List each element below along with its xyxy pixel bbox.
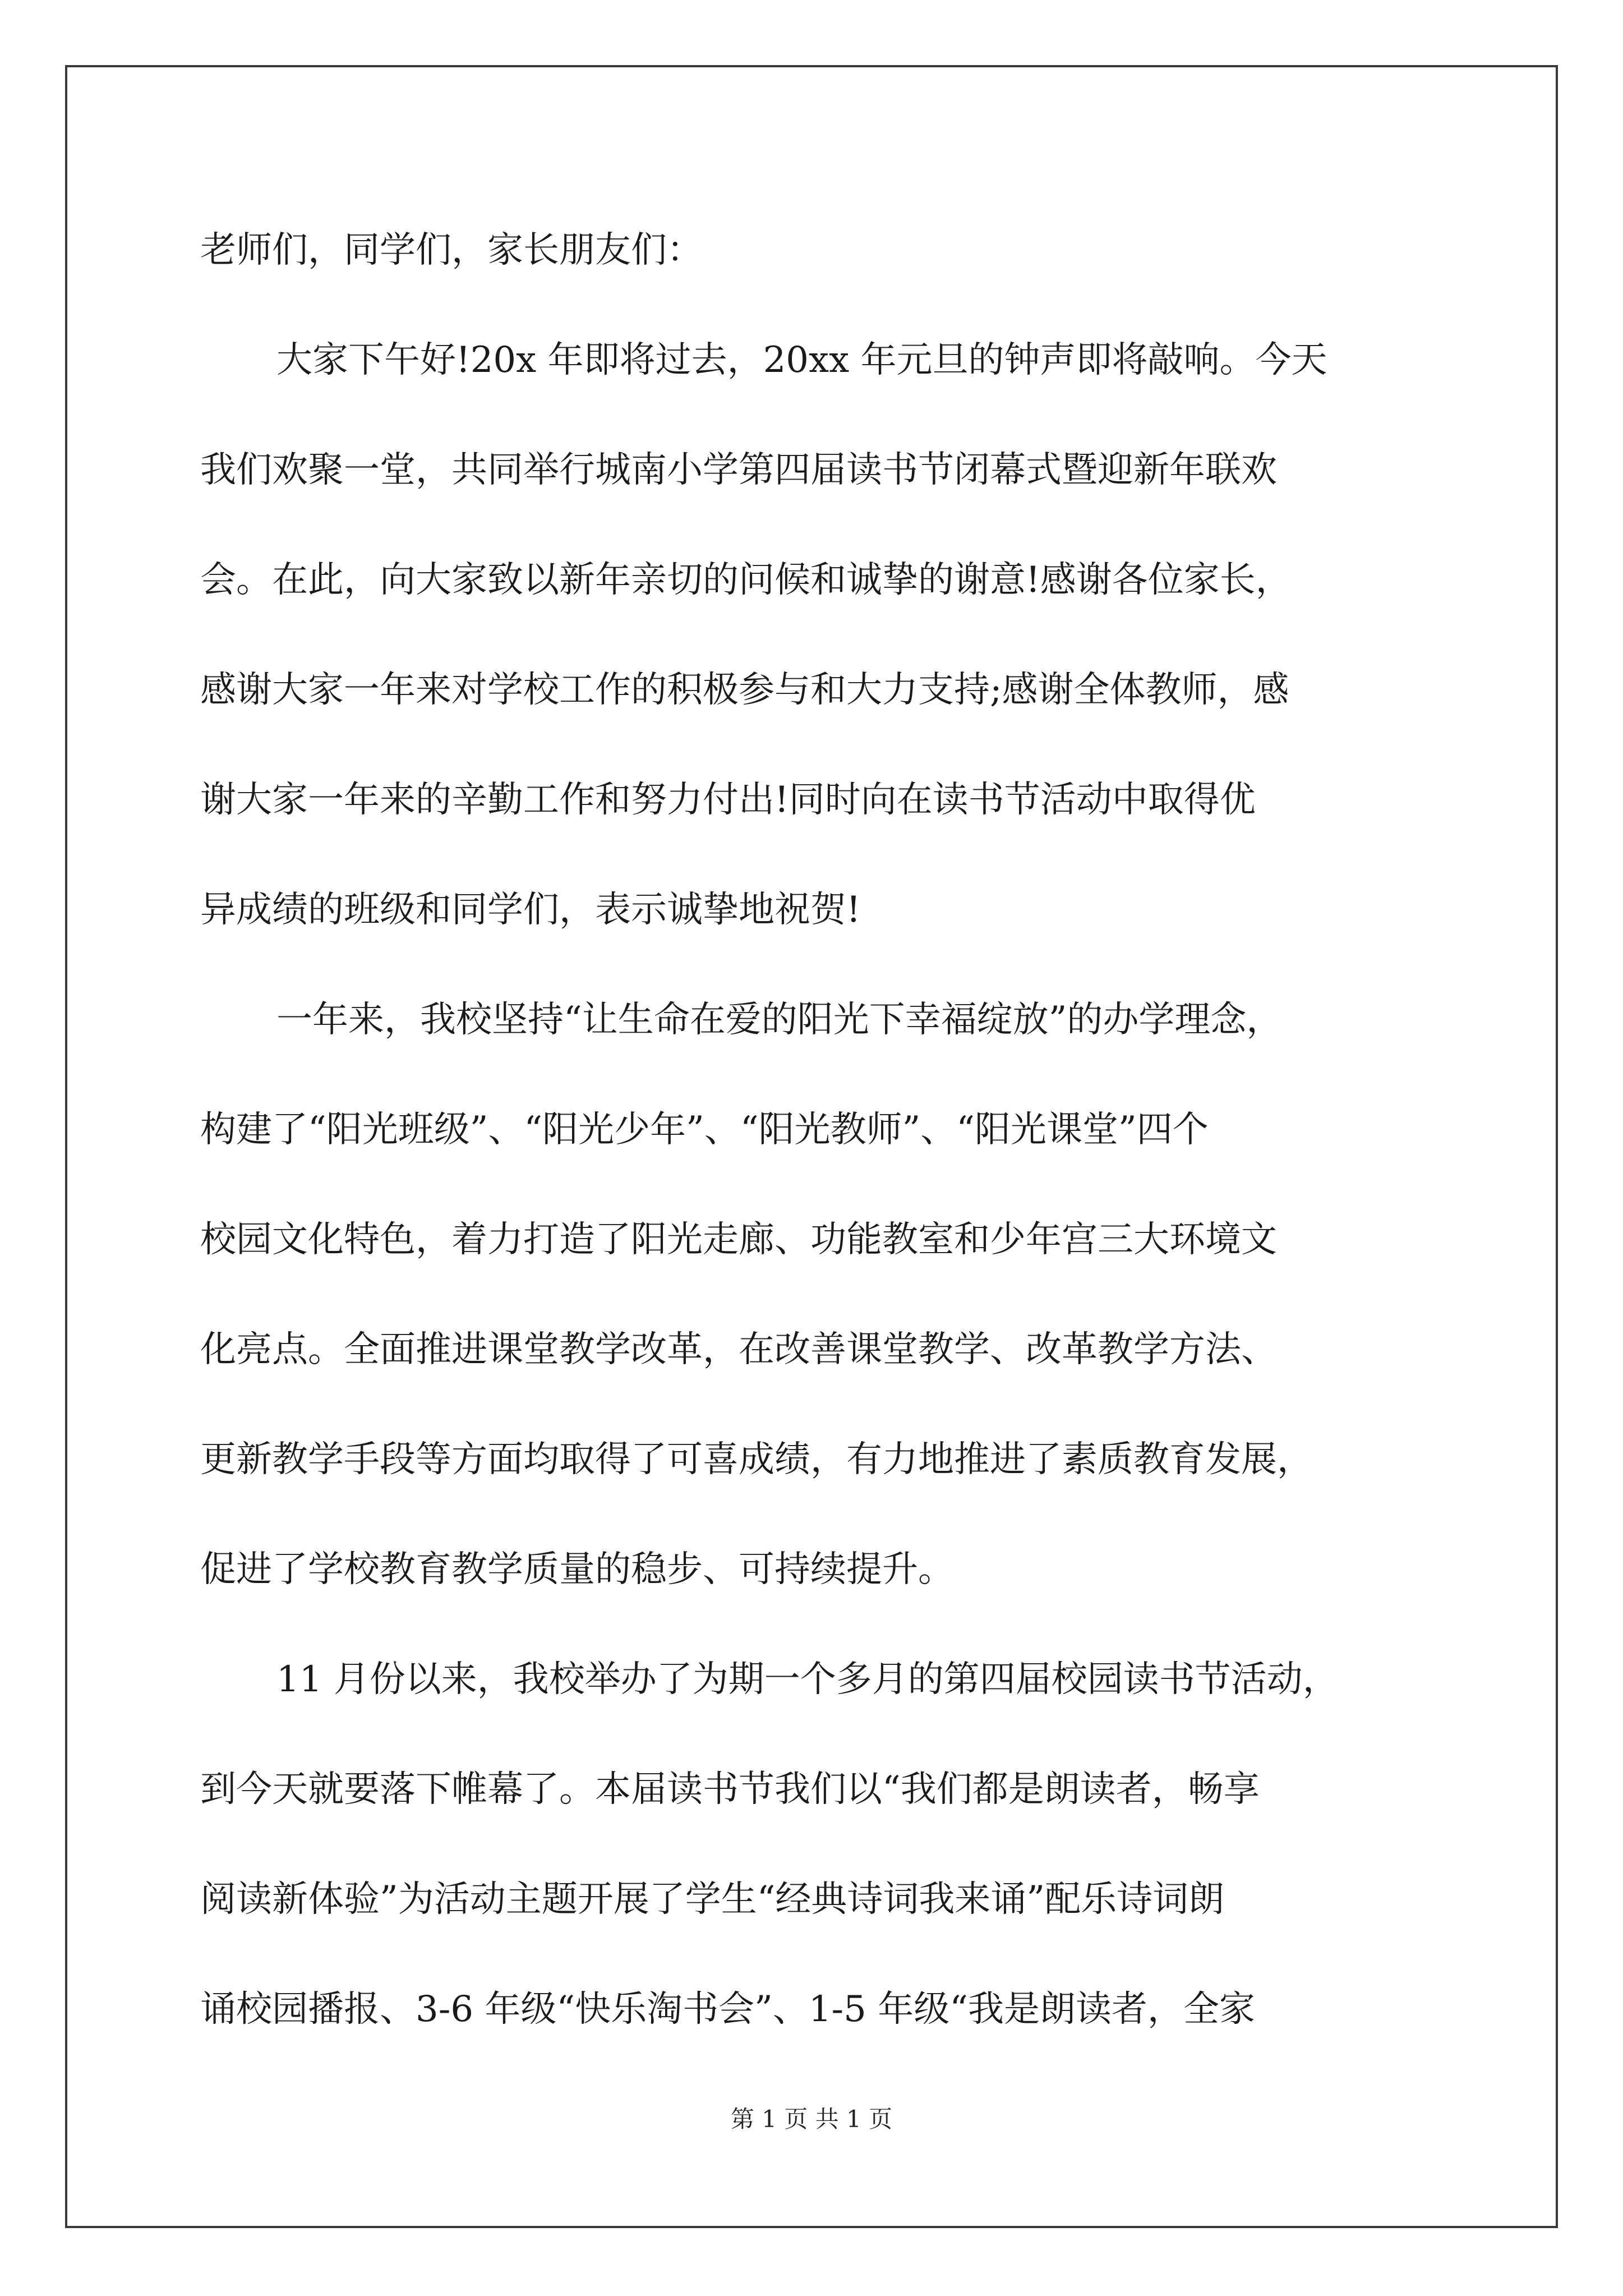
paragraph-1-line-3: 会。在此，向大家致以新年亲切的问候和诚挚的谢意!感谢各位家长， (200, 559, 1292, 601)
paragraph-1-line-2: 我们欢聚一堂，共同举行城南小学第四届读书节闭幕式暨迎新年联欢 (200, 449, 1277, 491)
paragraph-2-line-5: 更新教学手段等方面均取得了可喜成绩，有力地推进了素质教育发展， (200, 1439, 1313, 1480)
paragraph-1-line-5: 谢大家一年来的辛勤工作和努力付出!同时向在读书节活动中取得优 (200, 779, 1256, 821)
paragraph-3-line-2: 到今天就要落下帷幕了。本届读书节我们以“我们都是朗读者，畅享 (200, 1769, 1260, 1810)
paragraph-2-line-4: 化亮点。全面推进课堂教学改革，在改善课堂教学、改革教学方法、 (200, 1329, 1277, 1370)
paragraph-1-line-1: 大家下午好!20x 年即将过去，20xx 年元旦的钟声即将敲响。今天 (276, 339, 1327, 381)
paragraph-3-line-3: 阅读新体验”为活动主题开展了学生“经典诗词我来诵”配乐诗词朗 (200, 1879, 1225, 1920)
paragraph-3-line-4: 诵校园播报、3-6 年级“快乐淘书会”、1-5 年级“我是朗读者，全家 (200, 1989, 1255, 2030)
salutation-line: 老师们，同学们，家长朋友们： (200, 229, 703, 271)
paragraph-1-line-4: 感谢大家一年来对学校工作的积极参与和大力支持;感谢全体教师，感 (200, 669, 1289, 711)
page-number-footer: 第 1 页 共 1 页 (730, 2105, 893, 2133)
paragraph-2-line-6: 促进了学校教育教学质量的稳步、可持续提升。 (200, 1549, 954, 1590)
paragraph-2-line-2: 构建了“阳光班级”、“阳光少年”、“阳光教师”、“阳光课堂”四个 (200, 1109, 1209, 1151)
paragraph-2-line-3: 校园文化特色，着力打造了阳光走廊、功能教室和少年宫三大环境文 (200, 1219, 1277, 1260)
paragraph-1-line-6: 异成绩的班级和同学们，表示诚挚地祝贺! (200, 889, 861, 931)
paragraph-3-line-1: 11 月份以来，我校举办了为期一个多月的第四届校园读书节活动， (276, 1659, 1339, 1700)
paragraph-2-line-1: 一年来，我校坚持“让生命在爱的阳光下幸福绽放”的办学理念， (276, 999, 1283, 1041)
